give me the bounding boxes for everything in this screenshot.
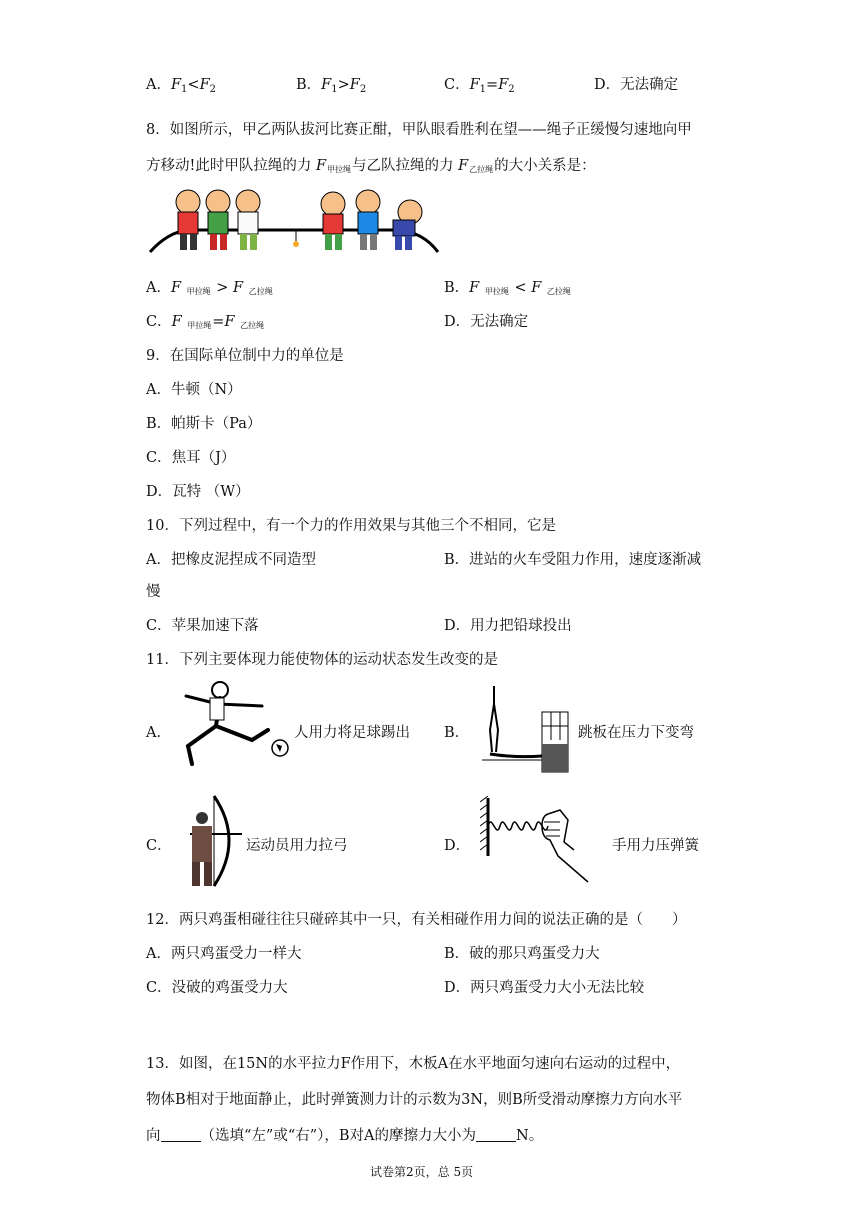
q8-stem-line2: 方移动!此时甲队拉绳的力 F甲拉绳与乙队拉绳的力 F乙拉绳的大小关系是： xyxy=(146,158,596,174)
q8-stem-line1: 8．如图所示，甲乙两队拔河比赛正酣，甲队眼看胜利在望——绳子正缓慢匀速地向甲 xyxy=(146,122,692,138)
springboard-icon xyxy=(476,684,574,776)
q11-option-c-caption: 运动员用力拉弓 xyxy=(246,838,348,854)
q11-option-c-letter: C． xyxy=(146,838,172,854)
q7-option-d: D．无法确定 xyxy=(594,77,679,93)
answer-blank-friction[interactable] xyxy=(476,1127,516,1142)
q12-option-c: C．没破的鸡蛋受力大 xyxy=(146,980,288,996)
q9-option-c: C．焦耳（J） xyxy=(146,450,236,466)
q9-option-a: A．牛顿（N） xyxy=(146,382,242,398)
q13-line2: 物体B相对于地面静止，此时弹簧测力计的示数为3N，则B所受滑动摩擦力方向水平 xyxy=(146,1092,683,1108)
q12-option-a: A．两只鸡蛋受力一样大 xyxy=(146,946,302,962)
q10-option-a: A．把橡皮泥捏成不同造型 xyxy=(146,552,316,568)
q11-option-d-letter: D． xyxy=(444,838,471,854)
hand-compressing-spring-icon xyxy=(478,796,598,884)
q11-option-d-caption: 手用力压弹簧 xyxy=(612,838,699,854)
tug-of-war-figure xyxy=(148,182,448,258)
q10-option-b-wrap: 慢 xyxy=(146,584,161,600)
q10-option-d: D．用力把铅球投出 xyxy=(444,618,572,634)
q8-option-c: C．F 甲拉绳=F 乙拉绳 xyxy=(146,314,265,330)
q11-stem: 11．下列主要体现力能使物体的运动状态发生改变的是 xyxy=(146,652,498,668)
q11-option-a-caption: 人用力将足球踢出 xyxy=(294,725,410,741)
q11-option-b-letter: B． xyxy=(444,725,470,741)
team-jia xyxy=(176,190,260,250)
q11-option-a-letter: A． xyxy=(146,725,171,741)
q13-line3: 向 （选填“左”或“右”），B对A的摩擦力大小为 N。 xyxy=(146,1128,544,1144)
q8-option-d: D．无法确定 xyxy=(444,314,529,330)
q12-stem: 12．两只鸡蛋相碰往往只碰碎其中一只，有关相碰作用力间的说法正确的是（ ） xyxy=(146,912,687,928)
page-footer: 试卷第2页，总 5页 xyxy=(370,1165,474,1179)
team-yi xyxy=(321,190,422,250)
q12-option-b: B．破的那只鸡蛋受力大 xyxy=(444,946,600,962)
q8-option-b: B．F 甲拉绳 < F 乙拉绳 xyxy=(444,280,571,296)
q11-option-b-caption: 跳板在压力下变弯 xyxy=(578,725,694,741)
kicking-football-icon xyxy=(168,680,292,772)
q13-line1: 13．如图，在15N的水平拉力F作用下，木板A在水平地面匀速向右运动的过程中， xyxy=(146,1056,681,1072)
q10-option-c: C．苹果加速下落 xyxy=(146,618,259,634)
q9-option-d: D．瓦特 （W） xyxy=(146,484,250,500)
q10-option-b: B．进站的火车受阻力作用，速度逐渐减 xyxy=(444,552,702,568)
q7-option-c: C．$F_1=F_2$ xyxy=(444,77,515,95)
archer-drawing-bow-icon xyxy=(180,794,244,888)
q9-option-b: B．帕斯卡（Pa） xyxy=(146,416,262,432)
q9-stem: 9．在国际单位制中力的单位是 xyxy=(146,348,344,364)
q12-option-d: D．两只鸡蛋受力大小无法比较 xyxy=(444,980,645,996)
q7-option-a: A．$F_1<F_2$ xyxy=(146,77,217,95)
q7-option-b: B．$F_1>F_2$ xyxy=(296,77,367,95)
q10-stem: 10．下列过程中，有一个力的作用效果与其他三个不相同，它是 xyxy=(146,518,556,534)
q8-option-a: A．F 甲拉绳 > F 乙拉绳 xyxy=(146,280,273,296)
answer-blank-direction[interactable] xyxy=(161,1127,201,1142)
